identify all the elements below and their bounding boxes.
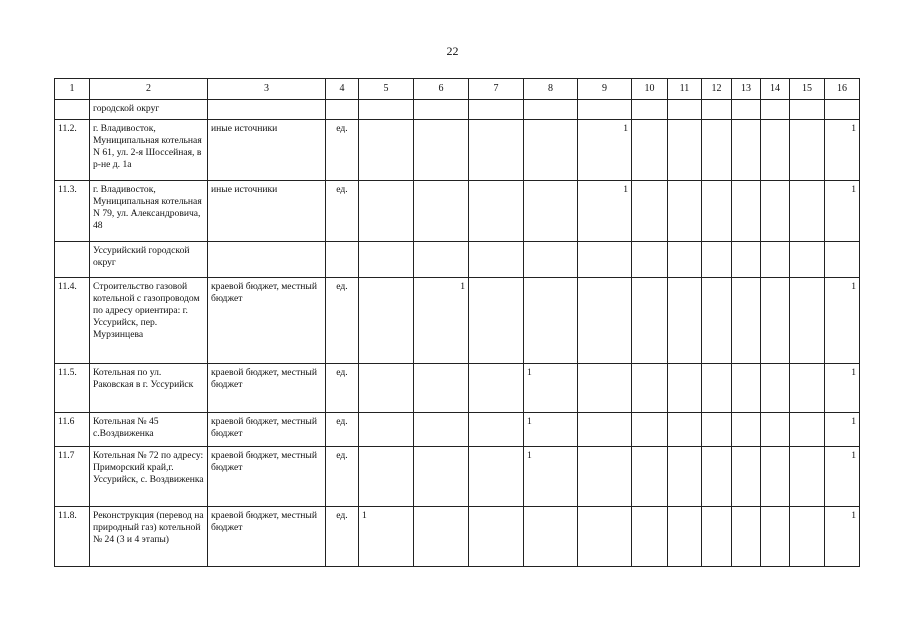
cell-c10: [632, 242, 668, 278]
cell-c6: [414, 364, 469, 413]
cell-c15: [790, 413, 825, 447]
cell-c16: 1: [825, 447, 860, 507]
column-header: 15: [790, 79, 825, 100]
cell-unit: ед.: [326, 413, 359, 447]
cell-c6: [414, 100, 469, 120]
cell-c5: [359, 242, 414, 278]
cell-num: [55, 100, 90, 120]
cell-c9: [578, 242, 632, 278]
cell-c12: [702, 242, 732, 278]
cell-c14: [761, 413, 790, 447]
column-header: 11: [668, 79, 702, 100]
header-row: [55, 79, 860, 100]
cell-num: [55, 242, 90, 278]
cell-source: краевой бюджет, местный бюджет: [208, 413, 326, 447]
cell-name: г. Владивосток, Муниципальная котельная N 61, ул. 2-я Шоссейная, в р-не д. 1а: [90, 120, 208, 181]
cell-c14: [761, 120, 790, 181]
cell-c8: 1: [524, 413, 578, 447]
column-header: 7: [469, 79, 524, 100]
table-row: [55, 181, 860, 242]
column-header: 10: [632, 79, 668, 100]
cell-num: 11.4.: [55, 278, 90, 364]
cell-c5: [359, 447, 414, 507]
cell-c11: [668, 278, 702, 364]
cell-c15: [790, 278, 825, 364]
cell-c15: [790, 447, 825, 507]
cell-c9: [578, 364, 632, 413]
cell-c14: [761, 507, 790, 567]
column-header: 8: [524, 79, 578, 100]
cell-c6: 1: [414, 278, 469, 364]
cell-c13: [732, 120, 761, 181]
cell-c13: [732, 507, 761, 567]
cell-c15: [790, 181, 825, 242]
cell-c9: [578, 507, 632, 567]
cell-source: [208, 242, 326, 278]
cell-name: Уссурийский городской округ: [90, 242, 208, 278]
cell-c8: [524, 242, 578, 278]
cell-c9: [578, 447, 632, 507]
cell-c12: [702, 181, 732, 242]
cell-num: 11.5.: [55, 364, 90, 413]
cell-c15: [790, 242, 825, 278]
cell-c10: [632, 413, 668, 447]
cell-c7: [469, 507, 524, 567]
cell-name: Котельная № 45 с.Воздвиженка: [90, 413, 208, 447]
cell-c9: 1: [578, 181, 632, 242]
cell-c5: [359, 181, 414, 242]
cell-c11: [668, 100, 702, 120]
column-header: 6: [414, 79, 469, 100]
cell-c13: [732, 181, 761, 242]
cell-c13: [732, 413, 761, 447]
cell-num: 11.6: [55, 413, 90, 447]
column-header: 16: [825, 79, 860, 100]
cell-c13: [732, 100, 761, 120]
cell-unit: ед.: [326, 181, 359, 242]
cell-c15: [790, 507, 825, 567]
cell-c9: 1: [578, 120, 632, 181]
cell-c5: [359, 278, 414, 364]
cell-name: Котельная № 72 по адресу: Приморский край,г. Уссурийск, с. Воздвиженка: [90, 447, 208, 507]
column-header: 9: [578, 79, 632, 100]
cell-c10: [632, 364, 668, 413]
cell-c9: [578, 100, 632, 120]
cell-source: краевой бюджет, местный бюджет: [208, 278, 326, 364]
cell-c5: 1: [359, 507, 414, 567]
cell-c16: [825, 242, 860, 278]
cell-c11: [668, 120, 702, 181]
cell-c5: [359, 120, 414, 181]
cell-c9: [578, 413, 632, 447]
table-row: [55, 507, 860, 567]
cell-c8: [524, 507, 578, 567]
cell-unit: ед.: [326, 507, 359, 567]
cell-name: Котельная по ул. Раковская в г. Уссурийск: [90, 364, 208, 413]
cell-c16: 1: [825, 181, 860, 242]
cell-c16: 1: [825, 120, 860, 181]
cell-unit: ед.: [326, 120, 359, 181]
cell-c5: [359, 413, 414, 447]
cell-c7: [469, 100, 524, 120]
table-row: [55, 100, 860, 120]
cell-c9: [578, 278, 632, 364]
cell-c6: [414, 120, 469, 181]
column-header: 4: [326, 79, 359, 100]
table-row: [55, 413, 860, 447]
page-number: 22: [446, 44, 459, 58]
cell-source: иные источники: [208, 120, 326, 181]
table-row: [55, 364, 860, 413]
cell-name: городской округ: [90, 100, 208, 120]
cell-unit: ед.: [326, 364, 359, 413]
cell-c16: 1: [825, 413, 860, 447]
cell-c12: [702, 413, 732, 447]
cell-c16: 1: [825, 278, 860, 364]
cell-unit: ед.: [326, 278, 359, 364]
cell-c10: [632, 100, 668, 120]
column-header: 5: [359, 79, 414, 100]
cell-c11: [668, 364, 702, 413]
cell-c10: [632, 507, 668, 567]
cell-c12: [702, 100, 732, 120]
cell-c11: [668, 242, 702, 278]
cell-unit: [326, 242, 359, 278]
cell-c7: [469, 242, 524, 278]
cell-c14: [761, 181, 790, 242]
cell-source: [208, 100, 326, 120]
cell-c12: [702, 278, 732, 364]
cell-c8: [524, 181, 578, 242]
cell-c15: [790, 120, 825, 181]
cell-c12: [702, 507, 732, 567]
cell-source: краевой бюджет, местный бюджет: [208, 507, 326, 567]
cell-name: Реконструкция (перевод на природный газ) котельной № 24 (3 и 4 этапы): [90, 507, 208, 567]
cell-c14: [761, 364, 790, 413]
cell-c6: [414, 447, 469, 507]
cell-c16: 1: [825, 364, 860, 413]
cell-num: 11.7: [55, 447, 90, 507]
cell-c13: [732, 242, 761, 278]
cell-c13: [732, 278, 761, 364]
cell-source: краевой бюджет, местный бюджет: [208, 364, 326, 413]
cell-c7: [469, 181, 524, 242]
cell-c11: [668, 507, 702, 567]
cell-c8: [524, 120, 578, 181]
cell-c16: [825, 100, 860, 120]
cell-c10: [632, 120, 668, 181]
cell-name: Строительство газовой котельной с газопроводом по адресу ориентира: г. Уссурийск, пер. Мурзинцева: [90, 278, 208, 364]
cell-c6: [414, 242, 469, 278]
cell-c7: [469, 364, 524, 413]
cell-source: иные источники: [208, 181, 326, 242]
cell-c7: [469, 447, 524, 507]
cell-c8: [524, 100, 578, 120]
cell-c11: [668, 413, 702, 447]
cell-name: г. Владивосток, Муниципальная котельная N 79, ул. Александровича, 48: [90, 181, 208, 242]
program-table: [54, 78, 860, 567]
column-header: 13: [732, 79, 761, 100]
table-row: [55, 120, 860, 181]
cell-c12: [702, 120, 732, 181]
table-row: [55, 447, 860, 507]
cell-c13: [732, 364, 761, 413]
cell-num: 11.8.: [55, 507, 90, 567]
cell-c7: [469, 278, 524, 364]
cell-c6: [414, 181, 469, 242]
cell-c5: [359, 364, 414, 413]
cell-c10: [632, 278, 668, 364]
cell-c7: [469, 413, 524, 447]
cell-c12: [702, 364, 732, 413]
cell-c16: 1: [825, 507, 860, 567]
cell-c5: [359, 100, 414, 120]
cell-c8: 1: [524, 364, 578, 413]
cell-c14: [761, 100, 790, 120]
cell-c7: [469, 120, 524, 181]
column-header: 12: [702, 79, 732, 100]
table-row: [55, 242, 860, 278]
cell-c11: [668, 181, 702, 242]
cell-c15: [790, 364, 825, 413]
cell-unit: [326, 100, 359, 120]
cell-c10: [632, 447, 668, 507]
cell-num: 11.3.: [55, 181, 90, 242]
column-header: 1: [55, 79, 90, 100]
table-row: [55, 278, 860, 364]
cell-source: краевой бюджет, местный бюджет: [208, 447, 326, 507]
cell-c12: [702, 447, 732, 507]
cell-unit: ед.: [326, 447, 359, 507]
cell-c14: [761, 242, 790, 278]
cell-c14: [761, 447, 790, 507]
cell-c6: [414, 413, 469, 447]
column-header: 14: [761, 79, 790, 100]
cell-c15: [790, 100, 825, 120]
column-header: 3: [208, 79, 326, 100]
cell-c14: [761, 278, 790, 364]
column-header: 2: [90, 79, 208, 100]
cell-c11: [668, 447, 702, 507]
cell-c8: 1: [524, 447, 578, 507]
cell-c8: [524, 278, 578, 364]
cell-c13: [732, 447, 761, 507]
cell-c6: [414, 507, 469, 567]
cell-num: 11.2.: [55, 120, 90, 181]
cell-c10: [632, 181, 668, 242]
